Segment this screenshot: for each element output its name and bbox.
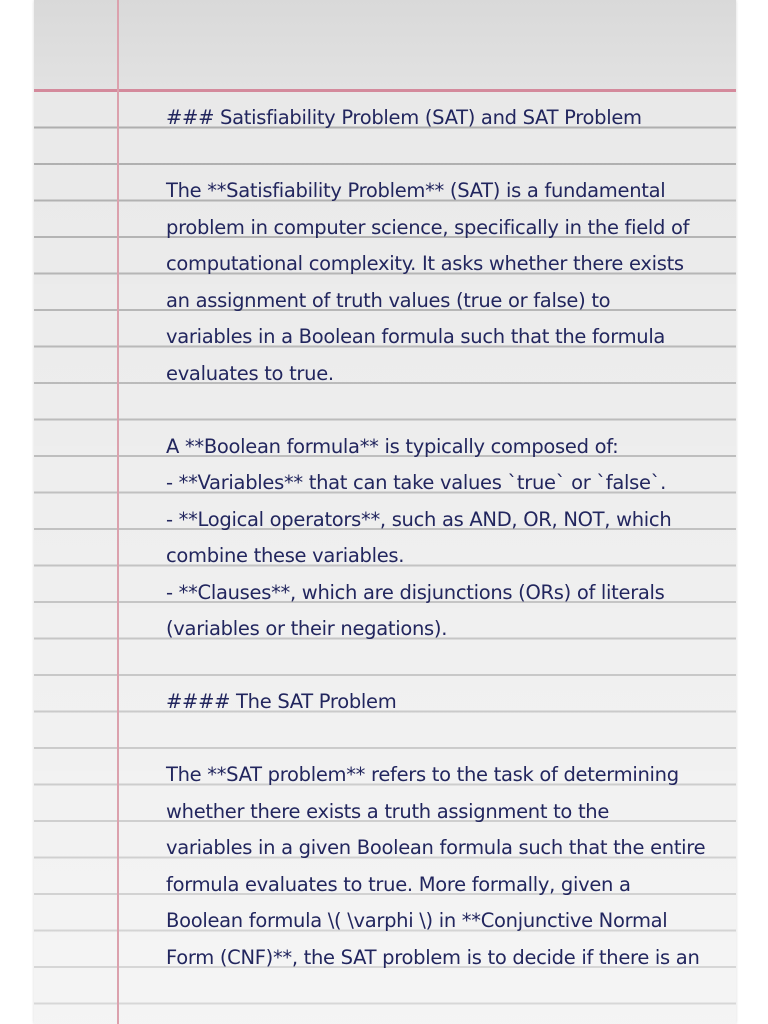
header-rule-line [34, 89, 736, 92]
text-line: combine these variables. [166, 544, 405, 567]
text-line: formula evaluates to true. More formally, given a [166, 872, 631, 896]
text-line: an assignment of truth values (true or false) to [166, 288, 611, 312]
text-line: A **Boolean formula** is typically composed of: [166, 434, 619, 458]
text-line [166, 137, 756, 174]
text-line: evaluates to true. [166, 361, 334, 385]
text-line: The **SAT problem** refers to the task of determining [166, 763, 679, 786]
text-line [166, 721, 756, 758]
text-line: The **Satisfiability Problem** (SAT) is a fundamental [166, 179, 666, 202]
text-line: problem in computer science, specifically in the field of [166, 215, 690, 239]
list-item-line: - **Logical operators**, such as AND, OR, NOT, which [166, 507, 672, 531]
margin-line [117, 0, 119, 1024]
text-line: whether there exists a truth assignment to the [166, 799, 610, 823]
text-line: Form (CNF)**, the SAT problem is to decide if there is an [166, 945, 700, 969]
page-header-band [34, 0, 736, 90]
text-line [166, 392, 756, 429]
subheading-line: #### The SAT Problem [166, 690, 397, 713]
text-line: Boolean formula \( \varphi \) in **Conjunctive Normal [166, 909, 668, 932]
text-line: variables in a Boolean formula such that the formula [166, 325, 666, 348]
heading-line: ### Satisfiability Problem (SAT) and SAT Problem [166, 106, 642, 129]
text-line: computational complexity. It asks whether there exists [166, 252, 684, 275]
list-item-line: - **Variables** that can take values `true` or `false`. [166, 471, 667, 494]
list-item-line: - **Clauses**, which are disjunctions (ORs) of literals [166, 580, 665, 604]
handwritten-text [166, 100, 756, 976]
text-line [166, 648, 756, 685]
text-line: (variables or their negations). [166, 617, 448, 640]
notebook-page [34, 0, 736, 1024]
text-line: variables in a given Boolean formula such that the entire [166, 836, 706, 859]
